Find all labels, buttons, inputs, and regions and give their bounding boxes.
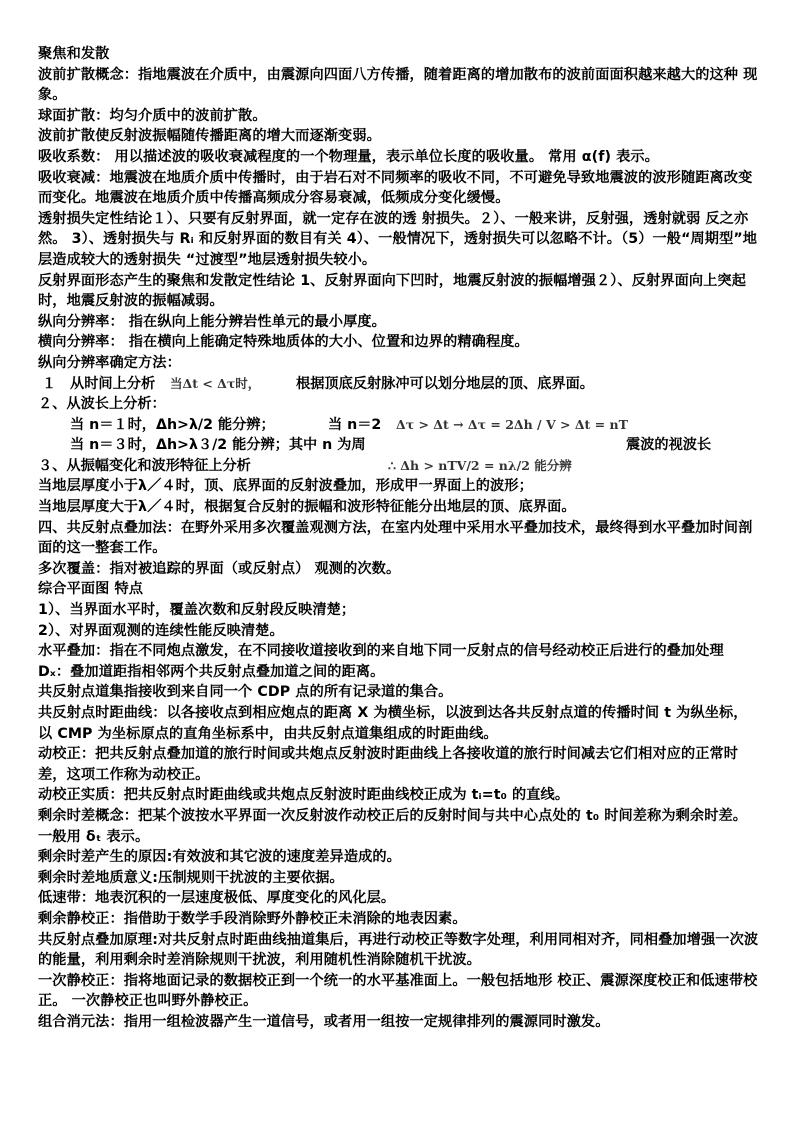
paragraph-spherical-spreading: 球面扩散：均匀介质中的波前扩散。 (38, 107, 267, 124)
paragraph-transmission-loss: 透射损失定性结论１）、只要有反射界面，就一定存在波的透 射损失。２）、一般来讲，反射强，透射就弱 反之亦然。 3）、透射损失与 Rᵢ 和反射界面的数目有关 4）、一般情况下，透射损失可以忽略不计。（5）一般“周期型”地层造成较大的透射损失 “过渡型”地层透射损失较小。 (38, 210, 758, 268)
paragraph-low-velocity-zone: 低速带：地表沉积的一层速度极低、厚度变化的风化层。 (38, 890, 396, 907)
method-item-1-text: 从时间上分析 (70, 375, 156, 392)
method-item-1 (38, 374, 760, 395)
method-n3-text: 当 n＝３时，Δh>λ３/2 能分辨；其中 n 为周 (70, 437, 366, 454)
method-item-3-text: ３、从振幅变化和波形特征上分析 (38, 457, 251, 474)
paragraph-resolution-method-title: 纵向分辨率确定方法： (38, 354, 181, 371)
paragraph-residual-cause: 剩余时差产生的原因:有效波和其它波的速度差异造成的。 (38, 849, 401, 866)
paragraph-absorption-attenuation: 吸收衰减：地震波在地质介质中传播时，由于岩石对不同频率的吸收不同，不可避免导致地震波的波形随距离改变而变化。地震波在地质介质中传播高频成分容易衰减，低频成分变化缓慢。 (38, 169, 753, 207)
method-n1-line (38, 415, 760, 436)
paragraph-wavefront-spreading: 波前扩散概念：指地震波在介质中，由震源向四面八方传播，随着距离的增加散布的波前面面积越来越大的这种 现象。 (38, 66, 758, 104)
paragraph-plan-feature-1: 1）、当界面水平时，覆盖次数和反射段反映清楚； (38, 602, 356, 619)
method-n3-line (38, 435, 760, 456)
method-n2-prefix: 当 n＝2 (328, 416, 382, 433)
method-item-1-formula: 当Δt < Δτ时， (170, 375, 261, 391)
method-n1-text: 当 n＝１时，Δh>λ/2 能分辨； (70, 416, 275, 433)
paragraph-horizontal-stacking: 水平叠加：指在不同炮点激发，在不同接收道接收到的来自地下同一反射点的信号经动校正后进行的叠加处理 (38, 643, 724, 660)
paragraph-residual-meaning: 剩余时差地质意义:压制规则干扰波的主要依据。 (38, 869, 344, 886)
paragraph-multiple-coverage: 多次覆盖：指对被追踪的界面（或反射点） 观测的次数。 (38, 560, 401, 577)
paragraph-plan-feature-2: 2）、对界面观测的连续性能反映清楚。 (38, 622, 284, 639)
paragraph-horizontal-resolution: 横向分辨率： 指在横向上能确定特殊地质体的大小、位置和边界的精确程度。 (38, 334, 529, 351)
method-item-3 (38, 456, 760, 477)
method-item-3-formula: ∴ Δh > nTV/2 = nλ/2 能分辨 (388, 457, 572, 473)
paragraph-residual-statics: 剩余静校正：指借助于数学手段消除野外静校正未消除的地表因素。 (38, 910, 467, 927)
paragraph-cdp-stacking: 四、共反射点叠加法：在野外采用多次覆盖观测方法，在室内处理中采用水平叠加技术，最终得到水平叠加时间剖面的这一整套工作。 (38, 519, 753, 557)
method-item-1-number: １ (42, 375, 57, 392)
paragraph-first-statics: 一次静校正：指将地面记录的数据校正到一个统一的水平基准面上。一般包括地形 校正、震源深度校正和低速带校正。 一次静校正也叫野外静校正。 (38, 972, 758, 1010)
paragraph-interface-shape: 反射界面形态产生的聚焦和发散定性结论 1、反射界面向下凹时，地震反射波的振幅增强２）、反射界面向上突起时，地震反射波的振幅减弱。 (38, 272, 747, 310)
paragraph-cdp-principle: 共反射点叠加原理:对共反射点时距曲线抽道集后，再进行动校正等数字处理，利用同相对齐，同相叠加增强一次波的能量，利用剩余时差消除规则干扰波，利用随机性消除随机干扰波。 (38, 931, 759, 969)
paragraph-cdp-traveltime-curve: 共反射点时距曲线：以各接收点到相应炮点的距离 X 为横坐标，以波到达各共反射点道的传播时间 t 为纵坐标，以 CMP 为坐标原点的直角坐标系中，由共反射点道集组成的时距曲线。 (38, 705, 748, 742)
paragraph-nmo-essence: 动校正实质：把共反射点时距曲线或共炮点反射波时距曲线校正成为 tᵢ=t₀ 的直线。 (38, 787, 570, 804)
paragraph-vertical-resolution: 纵向分辨率： 指在纵向上能分辨岩性单元的最小厚度。 (38, 313, 386, 330)
method-item-2 (38, 394, 760, 415)
paragraph-stack-trace-interval: Dₓ：叠加道距指相邻两个共反射点叠加道之间的距离。 (38, 663, 385, 680)
paragraph-thick-layer: 当地层厚度大于λ／４时，根据复合反射的振幅和波形特征能分出地层的顶、底界面。 (38, 499, 576, 516)
heading-focus-divergence: 聚焦和发散 (38, 46, 110, 62)
method-n3-tail: 震波的视波长 (626, 437, 712, 454)
method-item-1-tail: 根据顶底反射脉冲可以划分地层的顶、底界面。 (296, 375, 594, 392)
method-item-2-text: ２、从波长上分析： (38, 396, 166, 413)
paragraph-thin-layer: 当地层厚度小于λ／４时，顶、底界面的反射波叠加，形成甲一界面上的波形； (38, 478, 533, 495)
paragraph-residual-moveout: 剩余时差概念：把某个波按水平界面一次反射波作动校正后的反射时间与共中心点处的 t₀ 时间差称为剩余时差。一般用 δₜ 表示。 (38, 807, 748, 845)
paragraph-cdp-gather: 共反射点道集指接收到来自同一个 CDP 点的所有记录道的集合。 (38, 684, 453, 701)
paragraph-amplitude-decay: 波前扩散使反射波振幅随传播距离的增大而逐渐变弱。 (38, 128, 381, 145)
paragraph-absorption-coefficient: 吸收系数： 用以描述波的吸收衰减程度的一个物理量，表示单位长度的吸收量。 常用 α(f) 表示。 (38, 148, 659, 165)
paragraph-nmo-correction: 动校正：把共反射点叠加道的旅行时间或共炮点反射波时距曲线上各接收道的旅行时间减去它们相对应的正常时差，这项工作称为动校正。 (38, 746, 739, 783)
paragraph-array-elimination: 组合消元法：指用一组检波器产生一道信号，或者用一组按一定规律排列的震源同时激发。 (38, 1013, 610, 1030)
paragraph-plan-features-title: 综合平面图 特点 (38, 581, 144, 598)
method-n2-formula: Δτ > Δt → Δτ = 2Δh / V > Δt = nT (396, 416, 628, 432)
